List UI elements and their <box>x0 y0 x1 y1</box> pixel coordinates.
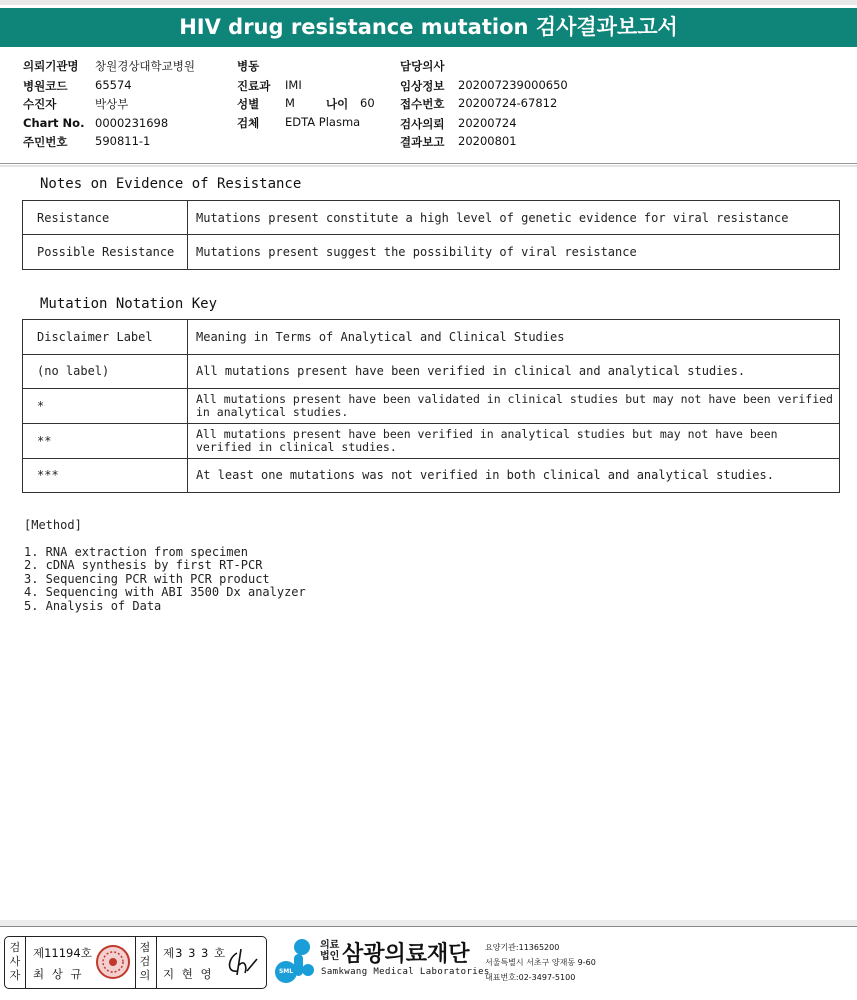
department-label: 진료과 <box>237 79 271 93</box>
method-step: 2. cDNA synthesis by first RT-PCR <box>24 558 263 572</box>
notation-text-cell: All mutations present have been validated in clinical studies but may not have been verified in analytical studies. <box>188 389 840 424</box>
checker-vertical-label: 점검의 <box>139 941 151 982</box>
method-step: 3. Sequencing PCR with PCR product <box>24 571 270 586</box>
org-phone: 대표번호:02-3497-5100 <box>485 973 576 982</box>
report-title: HIV drug resistance mutation 검사결과보고서 <box>0 8 857 47</box>
patient-name-label: 수진자 <box>23 97 57 111</box>
accession-number-value: 20200724-67812 <box>458 96 558 110</box>
divider <box>135 937 136 988</box>
resident-number-value: 590811-1 <box>95 134 151 148</box>
hospital-code-value: 65574 <box>95 78 132 92</box>
divider <box>0 165 857 167</box>
institution-code: 요양기관:11365200 <box>485 943 560 952</box>
chart-no-label: Chart No. <box>23 116 85 130</box>
department-value: IMI <box>285 78 302 92</box>
sml-logo-icon: SML <box>275 961 297 983</box>
logo-shape <box>294 939 310 955</box>
evidence-section-title: Notes on Evidence of Resistance <box>40 176 302 192</box>
notation-label-cell: ** <box>23 424 188 459</box>
method-heading: [Method] <box>24 518 82 532</box>
report-date-value: 20200801 <box>458 134 517 148</box>
divider <box>156 937 157 988</box>
notation-text-cell: At least one mutations was not verified in both clinical and analytical studies. <box>188 459 840 493</box>
org-name-english: Samkwang Medical Laboratories <box>321 967 490 977</box>
notation-text-cell: All mutations present have been verified in clinical and analytical studies. <box>188 355 840 389</box>
evidence-label-cell: Resistance <box>23 201 188 235</box>
method-step: 1. RNA extraction from specimen <box>24 544 248 559</box>
attending-doctor-label: 담당의사 <box>400 59 445 73</box>
evidence-text-cell: Mutations present constitute a high level of genetic evidence for viral resistance <box>188 201 840 235</box>
examiner-name: 최 상 규 <box>33 967 84 981</box>
chart-no-value: 0000231698 <box>95 116 169 130</box>
report-date-label: 결과보고 <box>400 135 445 149</box>
age-label: 나이 <box>326 97 349 111</box>
notation-table <box>22 319 840 493</box>
table-row <box>23 201 840 235</box>
test-request-date-label: 검사의뢰 <box>400 117 445 131</box>
evidence-label-cell: Possible Resistance <box>23 235 188 270</box>
checker-name: 지 현 영 <box>163 967 214 981</box>
notation-label-cell: * <box>23 389 188 424</box>
patient-name-value: 박상부 <box>95 97 129 111</box>
requesting-institution-label: 의뢰기관명 <box>23 59 79 73</box>
method-step: 5. Analysis of Data <box>24 598 162 613</box>
lab-logo-block <box>272 936 602 992</box>
notation-section-title: Mutation Notation Key <box>40 296 218 312</box>
hospital-code-label: 병원코드 <box>23 79 68 93</box>
notation-label-cell: Disclaimer Label <box>23 320 188 355</box>
ward-label: 병동 <box>237 59 260 73</box>
specimen-value: EDTA Plasma <box>285 115 361 129</box>
examiner-vertical-label: 검사자 <box>9 941 21 982</box>
top-edge <box>0 0 857 5</box>
checker-license: 제3 3 3 호 <box>163 946 227 960</box>
age-value: 60 <box>360 96 375 110</box>
notation-text-cell: All mutations present have been verified in analytical studies but may not have been verified in clinical studies. <box>188 424 840 459</box>
clinical-info-label: 임상정보 <box>400 79 445 93</box>
table-row <box>23 355 840 389</box>
sex-value: M <box>285 96 295 110</box>
signature-icon <box>223 945 263 981</box>
clinical-info-value: 202007239000650 <box>458 78 568 92</box>
divider <box>25 937 26 988</box>
org-type: 의료법인 <box>320 940 340 962</box>
method-step: 4. Sequencing with ABI 3500 Dx analyzer <box>24 585 306 599</box>
footer-divider-line <box>0 926 857 927</box>
table-row <box>23 320 840 355</box>
evidence-table <box>22 200 840 270</box>
table-row <box>23 424 840 459</box>
table-row <box>23 459 840 493</box>
accession-number-label: 접수번호 <box>400 97 445 111</box>
notation-label-cell: (no label) <box>23 355 188 389</box>
specimen-label: 검체 <box>237 116 260 130</box>
notation-text-cell: Meaning in Terms of Analytical and Clinical Studies <box>188 320 840 355</box>
resident-number-label: 주민번호 <box>23 135 68 149</box>
signature-box <box>4 936 267 989</box>
examiner-seal-icon <box>95 943 131 981</box>
evidence-text-cell: Mutations present suggest the possibility of viral resistance <box>188 235 840 270</box>
sex-label: 성별 <box>237 97 260 111</box>
examiner-license: 제11194호 <box>33 946 92 960</box>
method-section <box>24 519 306 613</box>
org-address: 서울특별시 서초구 양재동 9-60 <box>485 958 596 967</box>
notation-label-cell: *** <box>23 459 188 493</box>
test-request-date-value: 20200724 <box>458 116 517 130</box>
table-row <box>23 389 840 424</box>
table-row <box>23 235 840 270</box>
logo-shape <box>302 964 314 976</box>
requesting-institution-value: 창원경상대학교병원 <box>95 59 195 73</box>
org-contact-info <box>485 940 596 985</box>
patient-info-block <box>0 48 857 164</box>
org-name: 삼광의료재단 <box>342 942 470 967</box>
